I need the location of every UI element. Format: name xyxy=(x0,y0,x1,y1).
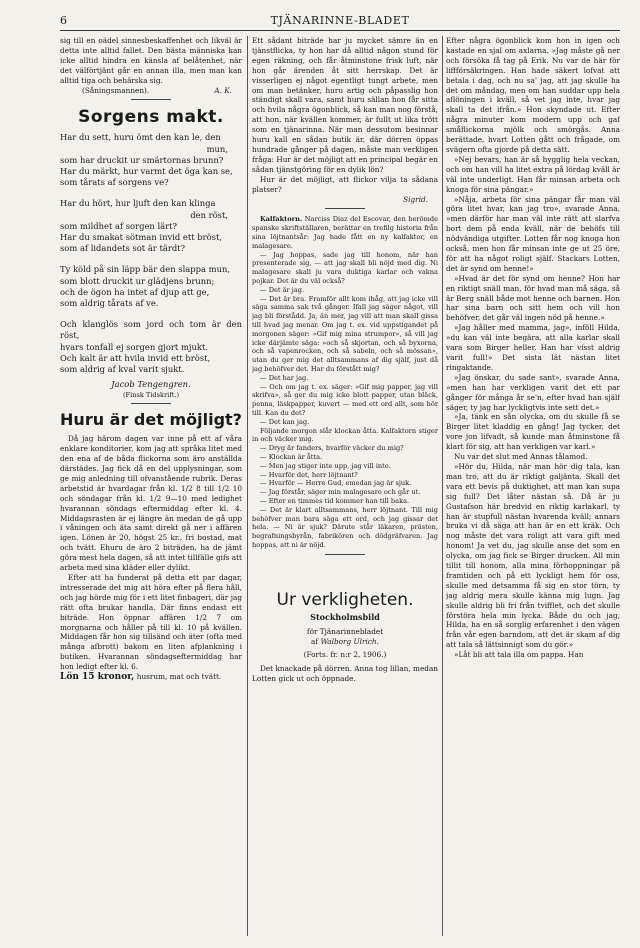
intro-signature xyxy=(60,86,242,96)
article-paragraph: Då jag härom dagen var inne på ett af våra enklare konditorier, kom jag att språka litet med den ena af de båda flickorna som äro anställda därstädes. Jag fick då en del upplysningar, som ge mig anledning till ofvanstående rubrik. Deras arbetstid är hvardagar från kl. 1/2 8 till 1/2 10 och söndagar från kl. 1/2 9—10 med ledighet hvarannan söndags eftermiddag efter kl. 4. Middagsrasten är ej längre än medan de gå upp i våningen och äta samt direkt gå ner i affären igen. Lönen är 20, högst 25 kr., fri bostad, mat och tvätt. Ehuru de äro 2 biträden, ha de jämt göra mest hela dagen, så att intet tillfälle gifs att arbeta med sina kläder eller dylikt. xyxy=(60,434,242,573)
serial-continuation: (Forts. fr. n:r 2, 1906.) xyxy=(303,650,387,660)
serial-by: af xyxy=(311,636,319,646)
publication-title: TJÄNARINNE-BLADET xyxy=(270,14,410,27)
serial-paragraph: »Jag håller med mamma, jag», inföll Hilda, »du kan väl inte begära, att alla karlar skall vara som Birger heller. Han har visst aldrig varit full!» Det sista lät nästan litet ringaktande. xyxy=(446,323,620,372)
poem-line: som har druckit ur smärtornas brunn? xyxy=(60,154,224,165)
poem-line: och de ögon ha intet af djup att ge, xyxy=(60,286,210,297)
poem-line: mun, xyxy=(206,143,228,154)
poem-body xyxy=(60,132,242,399)
poem-line: Och kalt är att hvila invid ett bröst, xyxy=(60,352,211,363)
poem-line: Har du smakat sötman invid ett bröst, xyxy=(60,232,222,243)
poem-verse xyxy=(60,198,242,254)
separator xyxy=(325,554,365,555)
article-title: Huru är det möjligt? xyxy=(60,410,242,430)
serial-byline xyxy=(252,637,438,647)
article-paragraph: Efter att ha funderat på detta ett par dagar, intresserade det mig att höra efter på flera håll, och jag hörde mig för i ett litet finbageri, där jag rätt ofta brukar handla. Där finns endast ett biträde. Hon öppnar affären 1/2 7 om morgnarna och håller på till kl. 10 på kvällen. Middagen får hon sig tillsänd och äter (ofta med många afbrott) bakom en liten afplankning i butiken. Hvarannan söndagseftermiddag har hon ledigt efter kl. 6. xyxy=(60,572,242,672)
separator xyxy=(325,208,365,209)
dialogue-line: — Det är jag. xyxy=(260,285,305,294)
serial-paragraph: »Jag önskar, du sade sant», svarade Anna, »men han har verkligen varit det ett par gånger för många år se'n, efter hvad han själf säger, ty jag har lyckligtvis inte sett det.» xyxy=(446,372,620,412)
dialogue-line: Följande morgon slår klockan åtta. Kalfaktorn stiger in och väcker mig. xyxy=(252,426,438,444)
poem-line: den röst, xyxy=(190,209,228,220)
dialogue-line: — Klockan är åtta. xyxy=(260,452,323,461)
separator xyxy=(131,403,171,404)
serial-paragraph: »Hvad är det för synd om henne? Hon har en riktigt snäll man, för hvad man må säga, så är Berg snäll både mot henne och barnen. Hon har sina barn och sitt hem och vill hon behöfver, det går väl ingen nöd på henne.» xyxy=(446,273,620,323)
poem-line: Och klanglös som jord och tom är den röst, xyxy=(60,319,242,341)
intro-paragraph: sig till en oädel sinnesbeskaffenhet och likväl är detta inte alltid fallet. Den bästa människa kan icke alltid hindra en känsla af belåtenhet, när det välförtjänt går en annan illa, men man kan alltid tiga och behärska sig. xyxy=(60,36,242,85)
poem-line: Ty köld på sin läpp bär den slappa mun, xyxy=(60,264,231,275)
dialogue-line: — Det kan jag. xyxy=(260,417,310,426)
serial-paragraph: »Nej bevars, han är så hygglig hela veckan, och om han vill ha litet extra på lördag kväll är väl inte underligt. Han får minsan arbeta och knoga för sina pängar.» xyxy=(446,154,620,194)
poem-author: Jacob Tengengren. xyxy=(111,379,191,390)
page-header xyxy=(60,14,620,31)
poem-line: som mildhet af sorgen lärt? xyxy=(60,220,177,231)
serial-author: Walborg Ulrich. xyxy=(320,636,379,646)
article-signature: Sigrid. xyxy=(403,194,428,204)
serial-paragraph: Efter några ögonblick kom hon in igen och kastade en sjal om axlarna. »Jag måste gå ner och försöka få tag på Erik. Nu var de här för liffförsäkringen. Han hade säkert lofvat att betala i dag, och nu sa' jag, att jag skulle ha det om måndag, men om han suddar upp hela aflöningen i kväll, så vet jag inte, hvar jag skall ta det ifrån.» Hon skyndade ut. Efter några minuter kom modern upp och gaf småflickorna mjölk och smörgås. Anna berättade, hvart Lotten gått och frågade, om svägern ofta gjorde på detta sätt. xyxy=(446,36,620,154)
poem-line: Har du hört, hur ljuft den kan klinga xyxy=(60,198,216,209)
poem-line: hvars tonfall ej sorgen gjort mjukt. xyxy=(60,341,208,352)
story-label: Kalfaktorn. xyxy=(260,215,303,224)
article-lead: Lön 15 kronor, xyxy=(60,672,135,683)
dialogue-line: — Det är klart alltsammans, herr löjtnant. Till mig behöfver man bara säga ett ord, och jag gissar det hela. — Ni är sjuk? Därute står läkaren, prästen, begrafningsbyrån, fabrikören och dödgräfvaren. Jag hoppas, att ni är nöjd. xyxy=(252,505,438,549)
poem-line: som af lidandets sot är tärdt? xyxy=(60,243,186,254)
dialogue-line: — Hvarför — Herre Gud, emedan jag är sjuk. xyxy=(260,479,412,488)
story-intro xyxy=(252,215,438,250)
serial-paragraph: »Hör du, Hilda, när man hör dig tala, kan man tro, att du är riktigt galjänta. Skall det vara ett bevis på duktighet, att man kan supa sig full? Det låter nästan så. Då är ju Gustafson här bredvid en riktig karlakarl, ty han är stupfull nästan hvarenda kväll; annars bruka vi då säga att han är en ett kräk. Och nog måste det vara roligt att vara gift med honom! Ja vet du, jag skulle anse det som en olycka, om jag fick se Birger drucken. All min tillit till honom, alla mina förhoppningar på framtiden och på ett lyckligt hem för oss, skulle med detsamma få sig en stor törn, ty jag aldrig mera skulle känna mig lugn. Jag skulle aldrig bli fri från tvifflet, och det skulle förstöra hela min lycka. Både du och jag, Hilda, ha en så sorglig erfarenhet i den vägen från vår egen barndom, att det är skam af dig att tala så lättsinnigt som du gör.» xyxy=(446,461,620,650)
poem-line: som aldrig af kval varit sjukt. xyxy=(60,364,185,375)
column-left xyxy=(60,36,242,683)
serial-paragraph: Nu var det slut med Annas tålamod. xyxy=(454,452,588,462)
serial-paragraph: Det knackade på dörren. Anna tog lillan, medan Lotten gick ut och öppnade. xyxy=(252,664,438,684)
intro-source: (Såningsmannen). xyxy=(82,85,150,95)
article-lead-line xyxy=(60,672,242,683)
poem-line: som blott druckit ur glädjens brunn; xyxy=(60,275,215,286)
column-middle xyxy=(252,36,438,684)
serial-paragraph: »Ja, tänk en sån olycka, om du skulle få se Birger litet kladdig en gång! Jag tycker, det vore jon lifvadt, så kunde man åtminstone få klart för sig, att han verkligen var karl.» xyxy=(446,412,620,452)
intro-initial: A. K. xyxy=(214,85,232,95)
poem-title: Sorgens makt. xyxy=(78,107,224,128)
serial-title: Ur verkligheten. xyxy=(276,589,414,610)
article-lead-rest: husrum, mat och tvätt. xyxy=(136,672,222,682)
separator xyxy=(131,99,171,100)
serial-for: för Tjänarinnebladet xyxy=(306,626,384,636)
poem-line: som tårats af sorgens ve? xyxy=(60,177,169,188)
dialogue-line: — Det har jag. xyxy=(260,373,309,382)
story-intro-text: Narciss Diaz del Escovar, den berömde spanske skriftställaren, berättar en trefilg historia från sina löjtnantsår: Jag hade fått en ny kalfaktor, en malagesare. xyxy=(252,215,438,250)
dialogue-line: — Dryg är fanders, hvarför väcker du mig? xyxy=(260,444,404,453)
dialogue-line: — Jag förstår, säger min malagesare och går ut. xyxy=(260,488,421,497)
poem-verse xyxy=(60,132,242,188)
serial-paragraph: »Låt bli att tala illa om pappa. Han xyxy=(454,650,584,660)
poem-verse xyxy=(60,264,242,309)
column-rule xyxy=(442,36,443,936)
serial-paragraph: »Nåja, arbeta för sina pängar får man väl göra litet hvar, kan jag tro», svarade Anna, »men därför har man väl inte rätt att slarfva bort dem på enda kväll, när de behöfs till nödvändiga utgifter. Lotten får nog knoga hon också, men hon får minsan inte ge ut 25 öre, för att ha något roligt själf. Stackars Lotten, det är synd om henne!» xyxy=(446,194,620,273)
dialogue-line: — Men jag stiger inte upp, jag vill inte. xyxy=(260,461,391,470)
column-right xyxy=(446,36,620,660)
kalfaktorn-story xyxy=(252,215,438,549)
poem-source: (Finsk Tidskrift.) xyxy=(122,390,180,399)
dialogue-line: — Jag hoppas, sade jag till honom, när han presenterade sig, — att jag skall bli nöjd med dig. Ni malagesare skall ju vara duktiga karlar och vakna pojkar. Det är du väl också? xyxy=(252,250,438,285)
dialogue-line: — Det är bra. Framför allt kom ihåg, att jag icke vill säga samma sak två gånger. Ifall jag säger något, vill jag bli förstådd. Ja, än mer, jag vill att man skall gissa till hvad jag menar. Om jag t. ex. vid uppstigandet på morgonen säger: »Gif mig mina strumpor», så vill jag icke därjämte säga: »och så skjortan, och så byxorna, och så vapenrocken, och så sabeln, och så mössan», utan du ger mig det alltsammans af dig själf, just då jag behöfver det. Har du förstått mig? xyxy=(252,294,438,373)
article-paragraph: Ett sådant biträde har ju mycket sämre än en tjänstflicka, ty hon har då alltid någon stund för egen räkning, och får åtminstone frisk luft, när hon går ärenden åt sitt herrskap. Det är visserligen ej något egentligt tungt arbete, men om man betänker, huru artig och påpasslig hon ständigt skall vara, samt huru sällan hon får sitta och hvila några ögonblick, så kan man nog förstå, att hon, när kvällen kommer, är fullt ut lika trött som en tjänarinna. När man dessutom besinnar huru kall en sådan butik är, där dörren öppas hundrade gånger på dagen, måste man verkligen fråga: Hur är det möjligt att en principal begär en sådan tjänstgöring för en dylik lön? xyxy=(252,36,438,174)
poem-verse xyxy=(60,319,242,375)
poem-line: Har du sett, huru ömt den kan le, den xyxy=(60,132,221,143)
poem-line: som aldrig tårats af ve. xyxy=(60,298,159,309)
article-paragraph: Hur är det möjligt, att flickor vilja ta sådana platser? xyxy=(252,174,438,194)
column-rule xyxy=(247,36,248,936)
dialogue-line: — Och om jag t. ex. säger: »Gif mig papper, jag vill skrifva», så ger du mig icke blott papper, utan bläck, penna, läskpapper, kuvert — med ett ord allt, som hör till. Kan du det? xyxy=(252,382,438,417)
dialogue-line: — Hvarför det, herr löjtnant? xyxy=(260,470,358,479)
serial-subtitle: Stockholmsbild xyxy=(310,611,380,622)
poem-line: Har du märkt, hur varmt det öga kan se, xyxy=(60,166,233,177)
dialogue-line: — Efter en timmes tid kommer han till baka. xyxy=(260,496,410,505)
page-number: 6 xyxy=(60,14,67,27)
